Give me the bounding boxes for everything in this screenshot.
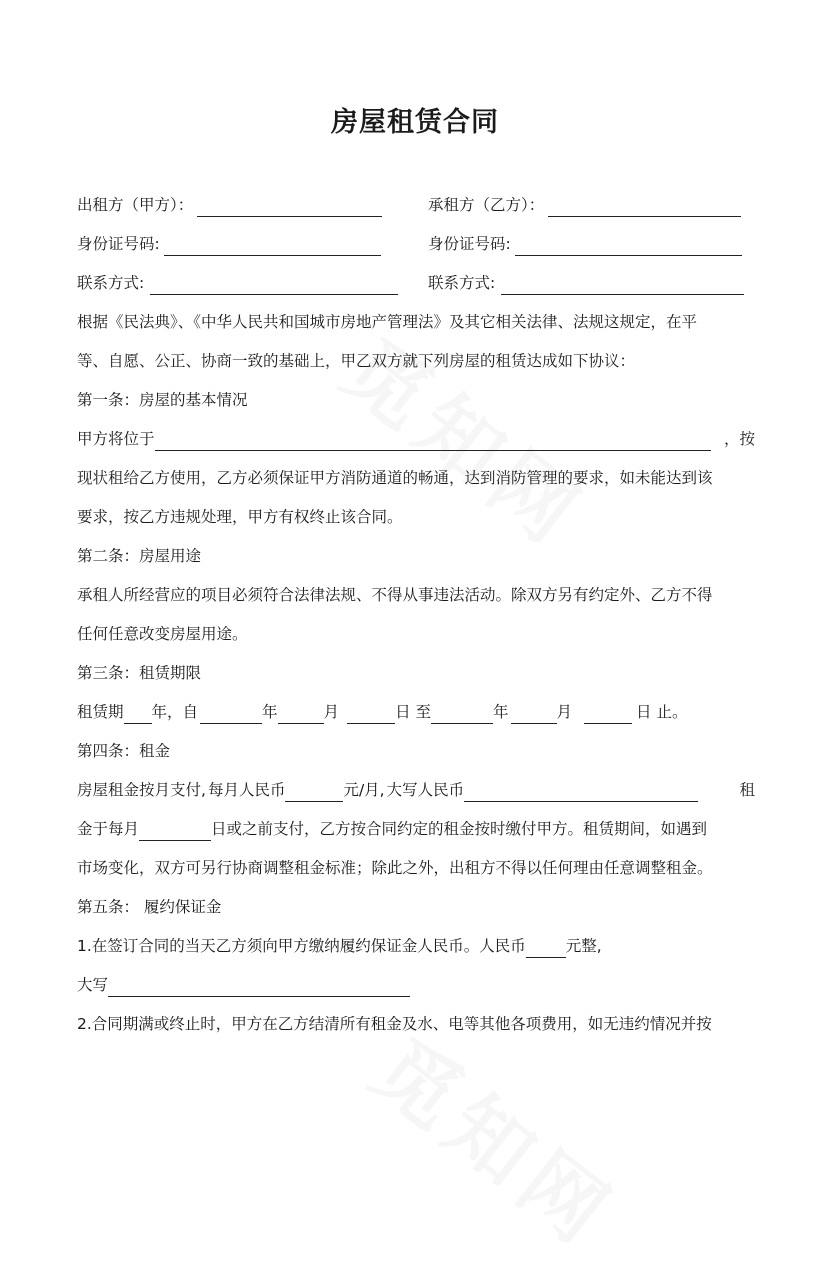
lessor-field [77,193,382,217]
article-1-location-row [77,427,755,451]
contact-blank-b[interactable] [501,276,744,295]
id-blank-b[interactable] [515,237,742,256]
rent-text-a: 房屋租金按月支付, [77,781,206,799]
lessor-label: 出租方（甲方）： [77,196,194,214]
article-1-line-3: 要求，按乙方违规处理，甲方有权终止该合同。 [77,508,403,526]
article-2-line-2: 任何任意改变房屋用途。 [77,625,248,643]
rent-words-blank[interactable] [464,783,698,802]
rent-text-e: 租 [739,781,755,799]
article-1-line-2: 现状租给乙方使用，乙方必须保证甲方消防通道的畅通，达到消防管理的要求，如未能达到该 [77,469,713,487]
deposit-words-blank[interactable] [108,978,410,997]
deposit-text-b: 元整, [565,937,602,955]
article-4-heading: 第四条：租金 [77,742,171,760]
lessor-blank[interactable] [197,198,382,217]
rent-text-b: 每月人民币 [207,781,286,799]
rent-line-3: 市场变化，双方可另行协商调整租金标准；除此之外，出租方不得以任何理由任意调整租金。 [77,859,713,877]
deposit-text-a: 1.在签订合同的当天乙方须向甲方缴纳履约保证金人民币。人民币 [77,937,526,955]
payment-day-blank[interactable] [139,822,211,841]
contact-blank-a[interactable] [150,276,398,295]
end-year-blank[interactable] [431,705,493,724]
lessee-label: 承租方（乙方）： [428,196,545,214]
intro-line-2: 等、自愿、公正、协商一致的基础上，甲乙双方就下列房屋的租赁达成如下协议： [77,352,636,370]
intro-line-1: 根据《民法典》、《中华人民共和国城市房地产管理法》及其它相关法律、法规这规定，在平 [77,313,698,331]
lessee-field [428,193,741,217]
contact-field-a [77,271,398,295]
deposit-line-3: 2.合同期满或终止时，甲方在乙方结清所有租金及水、电等其他各项费用，如无违约情况并按 [77,1015,712,1033]
watermark-bottom [353,1007,643,1269]
lease-term-row [77,700,687,724]
deposit-words-label: 大写 [77,976,109,994]
contact-label-a: 联系方式: [77,274,145,292]
deposit-row-1 [77,934,602,958]
id-label-a: 身份证号码: [77,235,160,253]
term-years-blank[interactable] [124,705,152,724]
location-blank[interactable] [155,432,711,451]
end-day-unit: 日 止。 [636,703,688,721]
rent-row-1 [77,778,755,802]
end-month-unit: 月 [556,703,573,721]
contact-label-b: 联系方式: [428,274,496,292]
deposit-amount-blank[interactable] [526,939,566,958]
rent-text-d: 大写人民币 [386,781,465,799]
article-2-heading: 第二条：房屋用途 [77,547,202,565]
term-label: 租赁期 [77,703,124,721]
end-month-blank[interactable] [511,705,557,724]
location-prefix: 甲方将位于 [77,430,155,448]
article-5-heading: 第五条： 履约保证金 [77,898,222,916]
rent-row-2 [77,817,707,841]
location-suffix: ，按 [723,430,755,448]
end-year-unit: 年 [493,703,509,721]
id-field-a [77,232,381,256]
end-day-blank[interactable] [584,705,632,724]
id-blank-a[interactable] [164,237,381,256]
start-month-blank[interactable] [278,705,324,724]
rent-day-suffix: 日或之前支付，乙方按合同约定的租金按时缴付甲方。租赁期间，如遇到 [211,820,708,838]
id-field-b [428,232,742,256]
term-year-from: 年，自 [151,703,199,721]
start-day-blank[interactable] [347,705,395,724]
article-3-heading: 第三条：租赁期限 [77,664,202,682]
start-year-unit: 年 [262,703,278,721]
article-1-heading: 第一条：房屋的基本情况 [77,391,248,409]
lessee-blank[interactable] [548,198,741,217]
rent-text-c: 元/月, [343,781,385,799]
start-day-unit: 日 至 [395,703,431,721]
page-title: 房屋租赁合同 [331,107,499,138]
contact-field-b [428,271,744,295]
start-year-blank[interactable] [200,705,262,724]
rent-day-prefix: 金于每月 [77,820,140,838]
monthly-rent-blank[interactable] [285,783,343,802]
start-month-unit: 月 [323,703,340,721]
id-label-b: 身份证号码: [428,235,511,253]
deposit-row-2 [77,973,410,997]
article-2-line-1: 承租人所经营应的项目必须符合法律法规、不得从事违法活动。除双方另有约定外、乙方不得 [77,586,713,604]
